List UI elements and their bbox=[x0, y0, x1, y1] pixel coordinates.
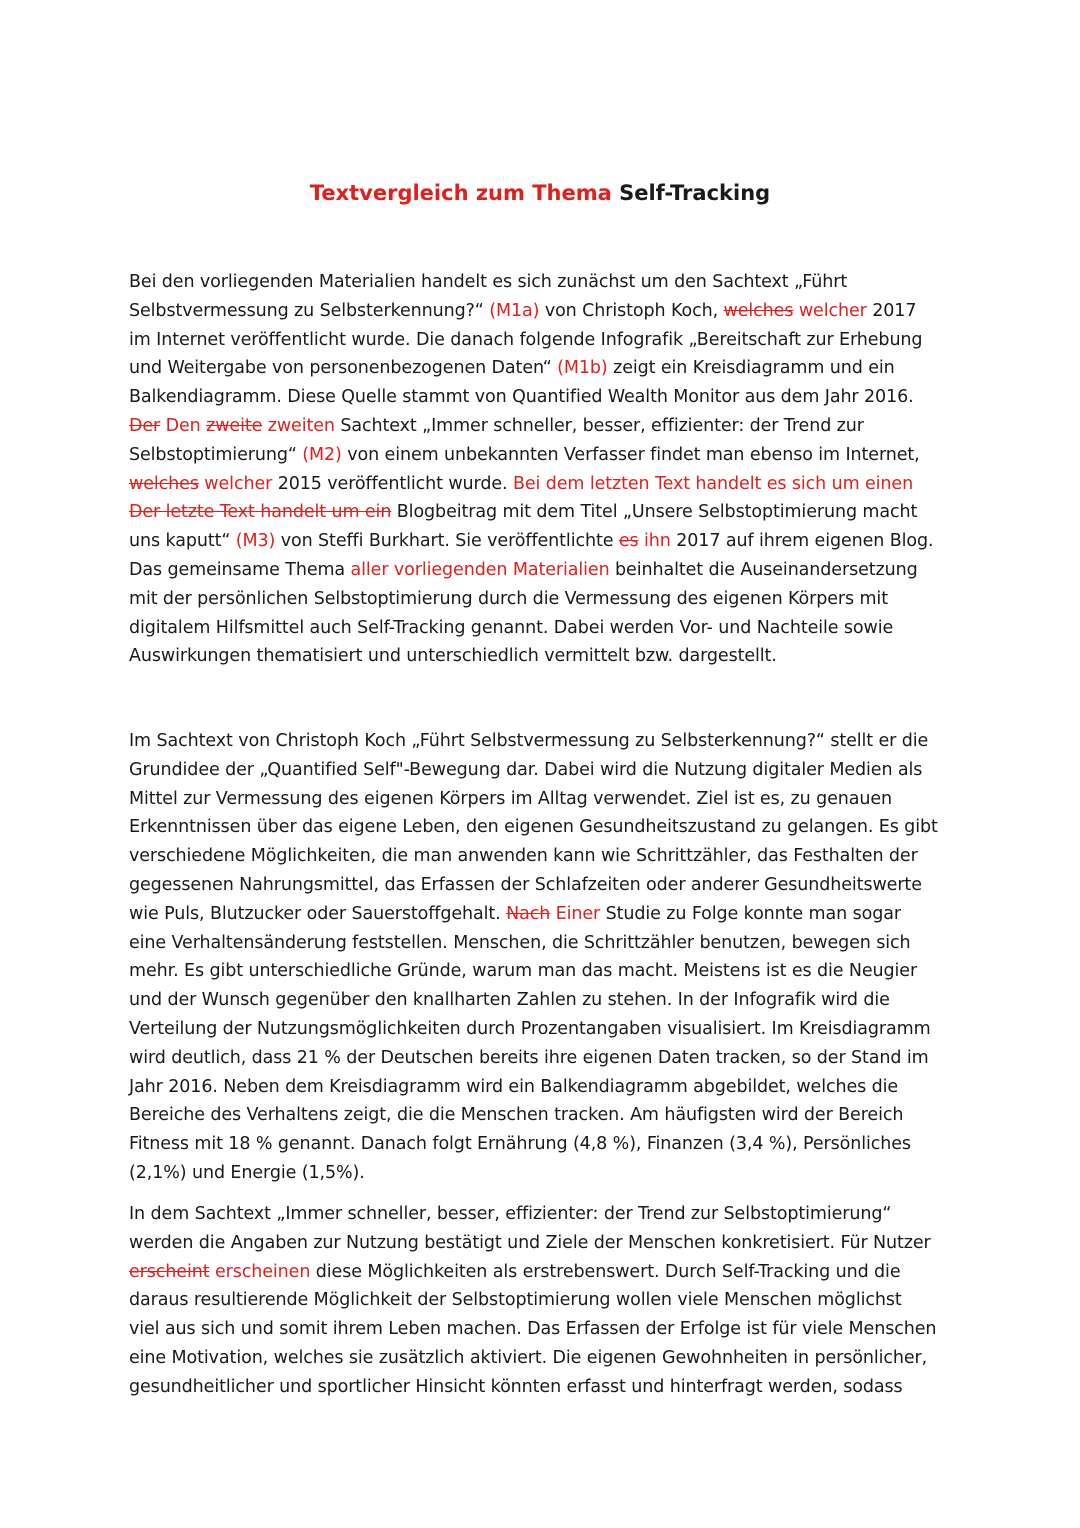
text-segment: Erkenntnissen über das eigene Leben, den eigenen Gesundheitszustand zu gelangen. Es gibt bbox=[129, 817, 938, 838]
text-segment: Blogbeitrag mit dem Titel „Unsere Selbstoptimierung macht bbox=[391, 502, 918, 523]
document-title bbox=[0, 178, 1080, 208]
paragraph-2 bbox=[129, 727, 955, 1188]
struck-text: Der bbox=[129, 415, 161, 436]
text-line bbox=[129, 326, 955, 355]
correction-text: (M2) bbox=[302, 444, 342, 465]
struck-text: es bbox=[618, 531, 639, 552]
text-segment: 2017 bbox=[866, 300, 917, 321]
text-segment: gesundheitlicher und sportlicher Hinsicht könnten erfasst und hinterfragt werden, sodass bbox=[129, 1376, 903, 1397]
correction-text: ihn bbox=[638, 531, 671, 552]
text-line bbox=[129, 813, 955, 842]
text-line bbox=[129, 1073, 955, 1102]
text-segment: Das gemeinsame Thema bbox=[129, 559, 351, 580]
correction-text: (M3) bbox=[235, 531, 276, 552]
text-line bbox=[129, 470, 955, 499]
text-line bbox=[129, 585, 955, 614]
text-line bbox=[129, 556, 955, 585]
text-segment: zeigt ein Kreisdiagramm und ein bbox=[607, 358, 895, 379]
text-segment: mehr. Es gibt unterschiedliche Gründe, warum man das macht. Meistens ist es die Neugier bbox=[129, 961, 918, 982]
text-segment: Selbstvermessung zu Selbsterkennung?“ bbox=[129, 300, 490, 321]
correction-text: aller vorliegenden Materialien bbox=[350, 559, 610, 580]
text-line bbox=[129, 1344, 955, 1373]
correction-text: Bei dem letzten Text handelt es sich um einen bbox=[512, 473, 914, 494]
text-line bbox=[129, 1286, 955, 1315]
text-line bbox=[129, 1130, 955, 1159]
text-segment: Studie zu Folge konnte man sogar bbox=[600, 903, 901, 924]
text-segment: uns kaputt“ bbox=[129, 531, 236, 552]
text-segment: wird deutlich, dass 21 % der Deutschen bereits ihre eigenen Daten tracken, so der Stand im bbox=[129, 1047, 929, 1068]
text-segment: Grundidee der „Quantified Self"-Bewegung dar. Dabei wird die Nutzung digitaler Medien als bbox=[129, 759, 923, 780]
text-segment: verschiedene Möglichkeiten, die man anwenden kann wie Schrittzähler, das Festhalten der bbox=[129, 846, 918, 867]
text-line bbox=[129, 1258, 955, 1287]
text-line bbox=[129, 929, 955, 958]
text-line bbox=[129, 383, 955, 412]
text-line bbox=[129, 1159, 955, 1188]
text-line bbox=[129, 441, 955, 470]
text-line bbox=[129, 1044, 955, 1073]
text-segment: beinhaltet die Auseinandersetzung bbox=[609, 559, 918, 580]
title-red-part: Textvergleich zum Thema bbox=[309, 181, 612, 205]
struck-text: welches bbox=[129, 473, 199, 494]
correction-text: (M1a) bbox=[489, 300, 540, 321]
paragraph-3 bbox=[129, 1200, 955, 1402]
text-segment: Mittel zur Vermessung des eigenen Körpers im Alltag verwendet. Ziel ist es, zu genauen bbox=[129, 788, 893, 809]
text-segment: Bereiche des Verhaltens zeigt, die die Menschen tracken. Am häufigsten wird der Bereich bbox=[129, 1105, 904, 1126]
text-segment: eine Verhaltensänderung feststellen. Menschen, die Schrittzähler benutzen, bewegen sich bbox=[129, 932, 911, 953]
struck-text: Der letzte Text handelt um ein bbox=[129, 502, 392, 523]
text-segment: und der Wunsch gegenüber den knallharten Zahlen zu stehen. In der Infografik wird die bbox=[129, 990, 890, 1011]
text-line bbox=[129, 871, 955, 900]
text-line bbox=[129, 842, 955, 871]
correction-text: zweiten bbox=[262, 415, 335, 436]
struck-text: Nach bbox=[506, 903, 551, 924]
text-segment: Fitness mit 18 % genannt. Danach folgt Ernährung (4,8 %), Finanzen (3,4 %), Persönliches bbox=[129, 1134, 911, 1155]
correction-text: Einer bbox=[550, 903, 601, 924]
text-segment: digitalem Hilfsmittel auch Self-Tracking genannt. Dabei werden Vor- und Nachteile sowie bbox=[129, 617, 894, 638]
title-black-part: Self-Tracking bbox=[611, 181, 771, 205]
text-segment: 2017 auf ihrem eigenen Blog. bbox=[670, 531, 934, 552]
text-line bbox=[129, 1315, 955, 1344]
text-line bbox=[129, 1373, 955, 1402]
correction-text: welcher bbox=[793, 300, 867, 321]
text-line bbox=[129, 986, 955, 1015]
text-segment: wie Puls, Blutzucker oder Sauerstoffgehalt. bbox=[129, 903, 507, 924]
text-segment: (2,1%) und Energie (1,5%). bbox=[129, 1162, 365, 1183]
struck-text: zweite bbox=[206, 415, 263, 436]
text-segment: eine Motivation, welches sie zusätzlich aktiviert. Die eigenen Gewohnheiten in persönlicher, bbox=[129, 1347, 928, 1368]
text-segment: von einem unbekannten Verfasser findet man ebenso im Internet, bbox=[341, 444, 920, 465]
text-line bbox=[129, 498, 955, 527]
text-segment: Jahr 2016. Neben dem Kreisdiagramm wird ein Balkendiagramm abgebildet, welches die bbox=[129, 1076, 899, 1097]
text-segment: Bei den vorliegenden Materialien handelt es sich zunächst um den Sachtext „Führt bbox=[129, 272, 848, 292]
struck-text: welches bbox=[723, 300, 794, 321]
text-segment: von Steffi Burkhart. Sie veröffentlichte bbox=[275, 531, 619, 552]
text-line bbox=[129, 900, 955, 929]
text-segment: im Internet veröffentlicht wurde. Die danach folgende Infografik „Bereitschaft zur Erhebung bbox=[129, 329, 923, 350]
text-line bbox=[129, 642, 955, 671]
text-segment: Selbstoptimierung“ bbox=[129, 444, 303, 465]
correction-text: (M1b) bbox=[557, 358, 608, 379]
correction-text: Den bbox=[160, 415, 207, 436]
paragraph-1 bbox=[129, 268, 955, 671]
text-segment: gegessenen Nahrungsmittel, das Erfassen der Schlafzeiten oder anderer Gesundheitswerte bbox=[129, 874, 922, 895]
text-segment: Im Sachtext von Christoph Koch „Führt Selbstvermessung zu Selbsterkennung?“ stellt er die bbox=[129, 731, 929, 751]
text-segment: von Christoph Koch, bbox=[539, 300, 724, 321]
struck-text: erscheint bbox=[129, 1261, 210, 1282]
text-line bbox=[129, 1229, 955, 1258]
text-line bbox=[129, 756, 955, 785]
text-segment: werden die Angaben zur Nutzung bestätigt und Ziele der Menschen konkretisiert. Für Nutzer bbox=[129, 1232, 931, 1253]
correction-text: welcher bbox=[198, 473, 273, 494]
text-line bbox=[129, 957, 955, 986]
text-segment: Auswirkungen thematisiert und unterschiedlich vermittelt bzw. dargestellt. bbox=[129, 646, 777, 667]
text-line bbox=[129, 785, 955, 814]
text-segment: diese Möglichkeiten als erstrebenswert. Durch Self-Tracking und die bbox=[310, 1261, 901, 1282]
text-segment: In dem Sachtext „Immer schneller, besser, effizienter: der Trend zur Selbstoptimierung“ bbox=[129, 1204, 892, 1224]
text-line bbox=[129, 1101, 955, 1130]
text-line bbox=[129, 614, 955, 643]
text-segment: daraus resultierende Möglichkeit der Selbstoptimierung wollen viele Menschen möglichst bbox=[129, 1290, 902, 1311]
text-segment: Verteilung der Nutzungsmöglichkeiten durch Prozentangaben visualisiert. Im Kreisdiagramm bbox=[129, 1018, 931, 1039]
text-line bbox=[129, 412, 955, 441]
text-line bbox=[129, 1200, 955, 1229]
correction-text: erscheinen bbox=[209, 1261, 311, 1282]
text-line bbox=[129, 527, 955, 556]
text-segment: Sachtext „Immer schneller, besser, effizienter: der Trend zur bbox=[334, 415, 864, 436]
text-line bbox=[129, 268, 955, 297]
text-segment: Balkendiagramm. Diese Quelle stammt von Quantified Wealth Monitor aus dem Jahr 2016. bbox=[129, 387, 914, 408]
text-line bbox=[129, 1015, 955, 1044]
text-segment: 2015 veröffentlicht wurde. bbox=[272, 473, 513, 494]
text-segment: mit der persönlichen Selbstoptimierung durch die Vermessung des eigenen Körpers mit bbox=[129, 588, 888, 609]
text-line bbox=[129, 354, 955, 383]
text-line bbox=[129, 297, 955, 326]
text-line bbox=[129, 727, 955, 756]
text-segment: und Weitergabe von personenbezogenen Daten“ bbox=[129, 358, 558, 379]
text-segment: viel aus sich und somit ihrem Leben machen. Das Erfassen der Erfolge ist für viele Menschen bbox=[129, 1319, 937, 1340]
